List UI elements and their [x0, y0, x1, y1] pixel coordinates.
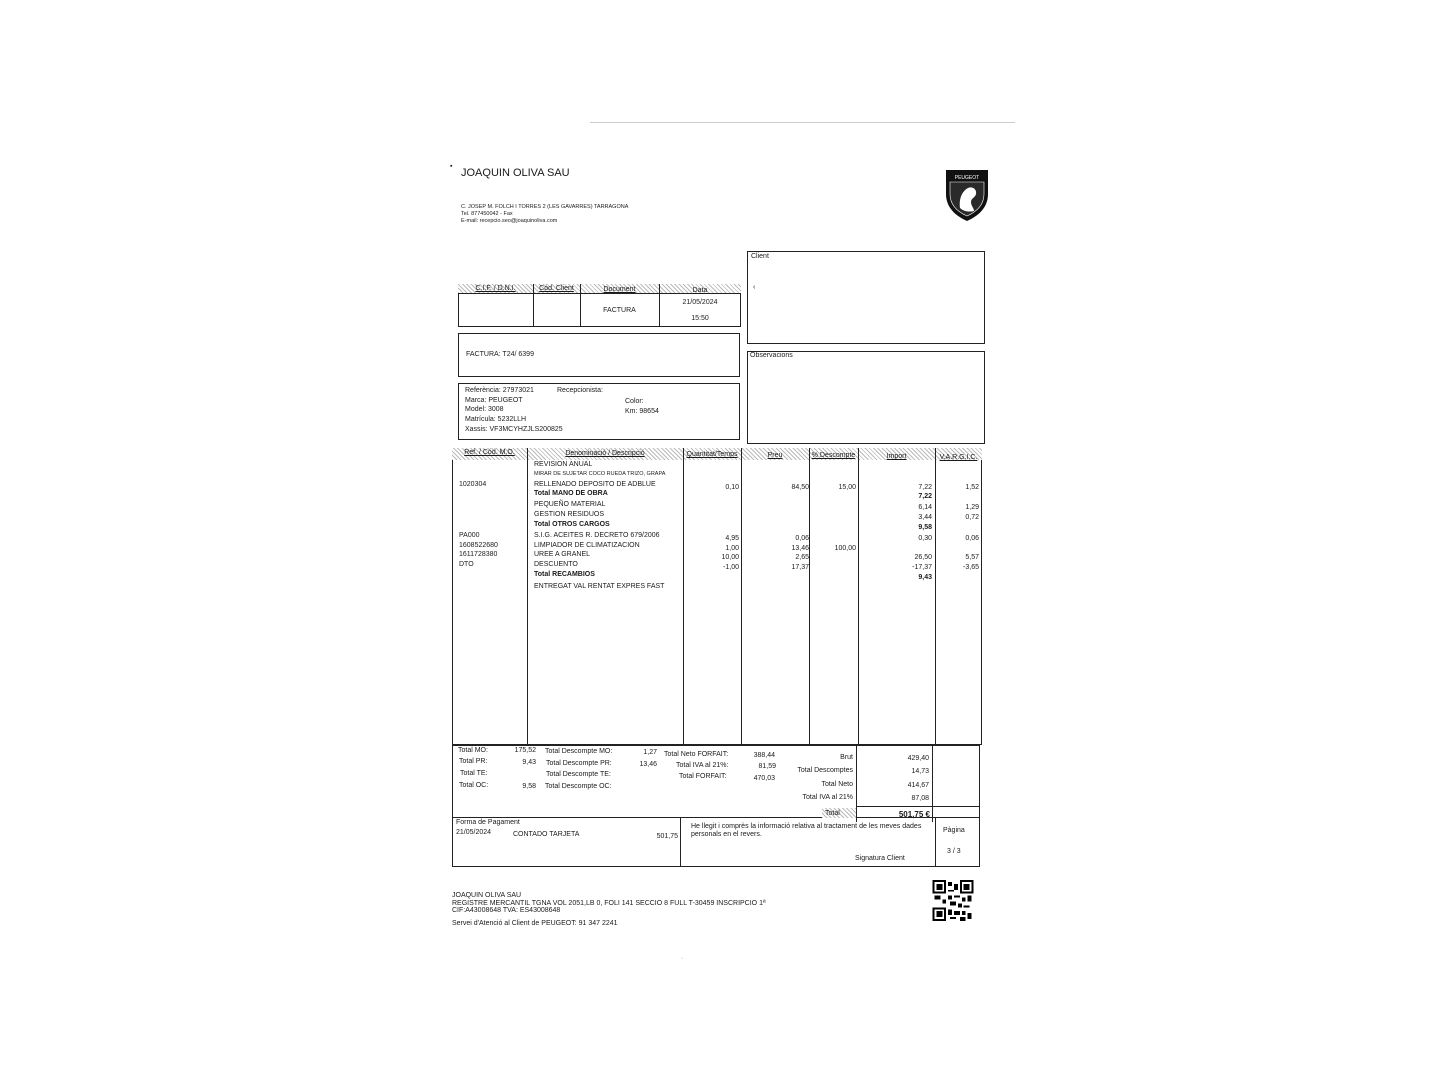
signature-label: Signatura Client — [855, 855, 905, 862]
document-type: FACTURA — [603, 307, 636, 314]
payment-label: Forma de Pagament — [456, 819, 520, 826]
bullet-mark: ▪ — [450, 163, 453, 170]
totals-divider — [932, 745, 933, 822]
total-te-label: Total TE: — [460, 770, 488, 777]
total-pr-label: Total PR: — [459, 758, 488, 765]
total-mo-value: 175,52 — [514, 747, 536, 754]
items-col-divider — [527, 448, 528, 745]
items-col-divider — [683, 448, 684, 745]
grand-total-rule — [856, 806, 980, 807]
total-discount-mo-value: 1,27 — [643, 749, 657, 756]
row-quantity: 0,10 — [725, 484, 739, 491]
row-vat: -3,65 — [963, 564, 979, 571]
gross-value: 429,40 — [907, 755, 929, 762]
row-ref: 1608522680 — [459, 542, 498, 549]
company-phone: Tel. 877450042 - Fax — [461, 211, 513, 217]
page-label: Pàgina — [943, 827, 965, 834]
grand-total-label: Total — [825, 810, 840, 817]
row-description: RELLENADO DEPOSITO DE ADBLUE — [534, 481, 656, 488]
logo-text: PEUGEOT — [954, 175, 980, 181]
row-description: PEQUEÑO MATERIAL — [534, 501, 606, 508]
payment-method: CONTADO TARJETA — [513, 831, 580, 838]
total-pr-value: 9,43 — [522, 759, 536, 766]
row-price: 2,65 — [795, 554, 809, 561]
total-oc-value: 9,58 — [522, 783, 536, 790]
row-description: Total OTROS CARGOS — [534, 521, 610, 528]
doc-col-date: Data — [692, 287, 708, 294]
items-col-vat: V.A.R.G.I.C. — [939, 454, 978, 461]
row-description: ENTREGAT VAL RENTAT EXPRES FAST — [534, 583, 665, 590]
total-discount-pr-value: 13,46 — [639, 761, 657, 768]
row-amount: 7,22 — [918, 493, 932, 500]
vehicle-receptionist: Recepcionista: — [557, 387, 603, 394]
row-amount: 0,30 — [918, 535, 932, 542]
row-amount: 3,44 — [918, 514, 932, 521]
vehicle-color: Color: — [625, 398, 644, 405]
payment-date: 21/05/2024 — [456, 829, 492, 836]
items-col-amount: Import — [886, 453, 907, 460]
company-address: C. JOSEP M. FOLCH I TORRES 2 (LES GAVARRES) TARRAGONA — [461, 204, 629, 210]
scan-dot: · — [681, 955, 684, 962]
row-description: Total RECAMBIOS — [534, 571, 595, 578]
total-forfait-value: 470,03 — [753, 775, 775, 782]
row-price: 0,06 — [795, 535, 809, 542]
total-discount-mo-label: Total Descompte MO: — [545, 748, 613, 755]
payment-divider — [680, 817, 681, 867]
client-box — [747, 251, 985, 344]
vehicle-brand: Marca: PEUGEOT — [465, 397, 523, 404]
consent-line-1: He llegit i comprès la informació relativa al tractament de les meves dades — [691, 823, 922, 830]
total-discount-pr-label: Total Descompte PR: — [546, 760, 612, 767]
row-discount: 100,00 — [834, 545, 856, 552]
observations-label: Observacions — [750, 352, 793, 359]
row-vat: 0,06 — [965, 535, 979, 542]
total-iva-label: Total IVA al 21% — [802, 794, 853, 801]
observations-box — [747, 351, 985, 444]
row-description: UREE A GRANEL — [534, 551, 591, 558]
row-description: LIMPIADOR DE CLIMATIZACION — [534, 542, 640, 549]
total-oc-label: Total OC: — [459, 782, 489, 789]
items-col-divider — [935, 448, 936, 745]
items-col-price: Preu — [767, 452, 783, 459]
doc-col-client-code: Cód. Client — [539, 285, 574, 292]
total-discount-te-label: Total Descompte TE: — [546, 771, 611, 778]
footer-company: JOAQUIN OLIVA SAU — [452, 892, 522, 899]
doc-col-document: Document — [603, 286, 636, 293]
items-col-divider — [809, 448, 810, 745]
items-col-description: Denominació / Descripció — [565, 450, 645, 457]
row-amount: -17,37 — [912, 564, 932, 571]
row-description: REVISION ANUAL — [534, 461, 593, 468]
row-vat: 1,52 — [965, 484, 979, 491]
invoice-number: FACTURA: T24/ 6399 — [466, 351, 534, 358]
total-discounts-label: Total Descomptes — [797, 767, 853, 774]
row-description: Total MANO DE OBRA — [534, 490, 608, 497]
total-discounts-value: 14,73 — [911, 768, 929, 775]
row-price: 13,46 — [791, 545, 809, 552]
row-amount: 9,43 — [918, 574, 932, 581]
row-price: 17,37 — [791, 564, 809, 571]
row-vat: 0,72 — [965, 514, 979, 521]
vehicle-reference: Referència: 27973021 — [465, 387, 534, 394]
items-col-quantity: Quantitat/Temps — [686, 451, 738, 458]
peugeot-logo — [944, 168, 990, 222]
total-net-forfait-label: Total Neto FORFAIT: — [664, 751, 729, 758]
row-price: 84,50 — [791, 484, 809, 491]
vehicle-km: Km: 98654 — [625, 408, 659, 415]
vehicle-chassis: Xassis: VF3MCYHZJLS200825 — [465, 426, 563, 433]
row-amount: 9,58 — [918, 524, 932, 531]
footer-registry: REGISTRE MERCANTIL TGNA VOL 2051,LB 0, FOLI 141 SECCIO 8 FULL T-30459 INSCRIPCIO 1ª — [452, 900, 766, 907]
payment-amount: 501,75 — [656, 833, 678, 840]
footer-cif: CIF:A43008648 TVA: ES43008648 — [452, 907, 561, 914]
client-mark: ‹ — [753, 284, 756, 291]
total-iva-forfait-label: Total IVA al 21%: — [676, 762, 729, 769]
totals-divider — [856, 745, 857, 822]
row-description: DESCUENTO — [534, 561, 578, 568]
row-ref: PA000 — [459, 532, 480, 539]
total-net-forfait-value: 388,44 — [753, 752, 775, 759]
total-forfait-label: Total FORFAIT: — [679, 773, 727, 780]
grand-total-value: 501,75 € — [898, 810, 930, 819]
document-date: 21/05/2024 — [682, 299, 718, 306]
page-divider — [935, 817, 936, 867]
page-value: 3 / 3 — [947, 848, 961, 855]
consent-line-2: personals en el revers. — [691, 831, 762, 838]
row-amount: 26,50 — [914, 554, 932, 561]
row-ref: DTO — [459, 561, 474, 568]
row-ref: 1611728380 — [459, 551, 498, 558]
doc-col-cif: C.I.F. / D.N.I. — [475, 285, 516, 292]
footer-service: Servei d'Atenció al Client de PEUGEOT: 91 347 2241 — [452, 920, 618, 927]
items-col-discount: % Descompte — [811, 452, 856, 459]
row-quantity: -1,00 — [723, 564, 739, 571]
row-description: MIRAR DE SUJETAR COCO RUEDA TRIZO, GRAPA — [534, 471, 666, 477]
scan-line — [590, 122, 1015, 123]
client-label: Client — [751, 253, 769, 260]
total-iva-value: 87,08 — [911, 795, 929, 802]
items-col-ref: Ref. / Cód. M.O. — [464, 449, 515, 456]
total-mo-label: Total MO: — [458, 747, 488, 754]
row-description: GESTION RESIDUOS — [534, 511, 605, 518]
row-vat: 5,57 — [965, 554, 979, 561]
row-vat: 1,29 — [965, 504, 979, 511]
qr-code — [932, 880, 974, 921]
company-email: E-mail: recepcio.seo@joaquinoliva.com — [461, 218, 558, 224]
gross-label: Brut — [840, 754, 853, 761]
row-description: S.I.G. ACEITES R. DECRETO 679/2006 — [534, 532, 660, 539]
vehicle-model: Model: 3008 — [465, 406, 504, 413]
row-amount: 7,22 — [918, 484, 932, 491]
row-discount: 15,00 — [838, 484, 856, 491]
row-amount: 6,14 — [918, 504, 932, 511]
document-time: 15:50 — [691, 315, 709, 322]
row-quantity: 4,95 — [725, 535, 739, 542]
total-discount-oc-label: Total Descompte OC: — [545, 783, 612, 790]
total-iva-forfait-value: 81,59 — [758, 763, 776, 770]
items-col-divider — [741, 448, 742, 745]
vehicle-plate: Matrícula: 5232LLH — [465, 416, 527, 423]
row-quantity: 10,00 — [721, 554, 739, 561]
row-ref: 1020304 — [459, 481, 487, 488]
row-quantity: 1,00 — [725, 545, 739, 552]
total-net-value: 414,67 — [907, 782, 929, 789]
company-name: JOAQUIN OLIVA SAU — [461, 167, 570, 179]
total-net-label: Total Neto — [821, 781, 853, 788]
